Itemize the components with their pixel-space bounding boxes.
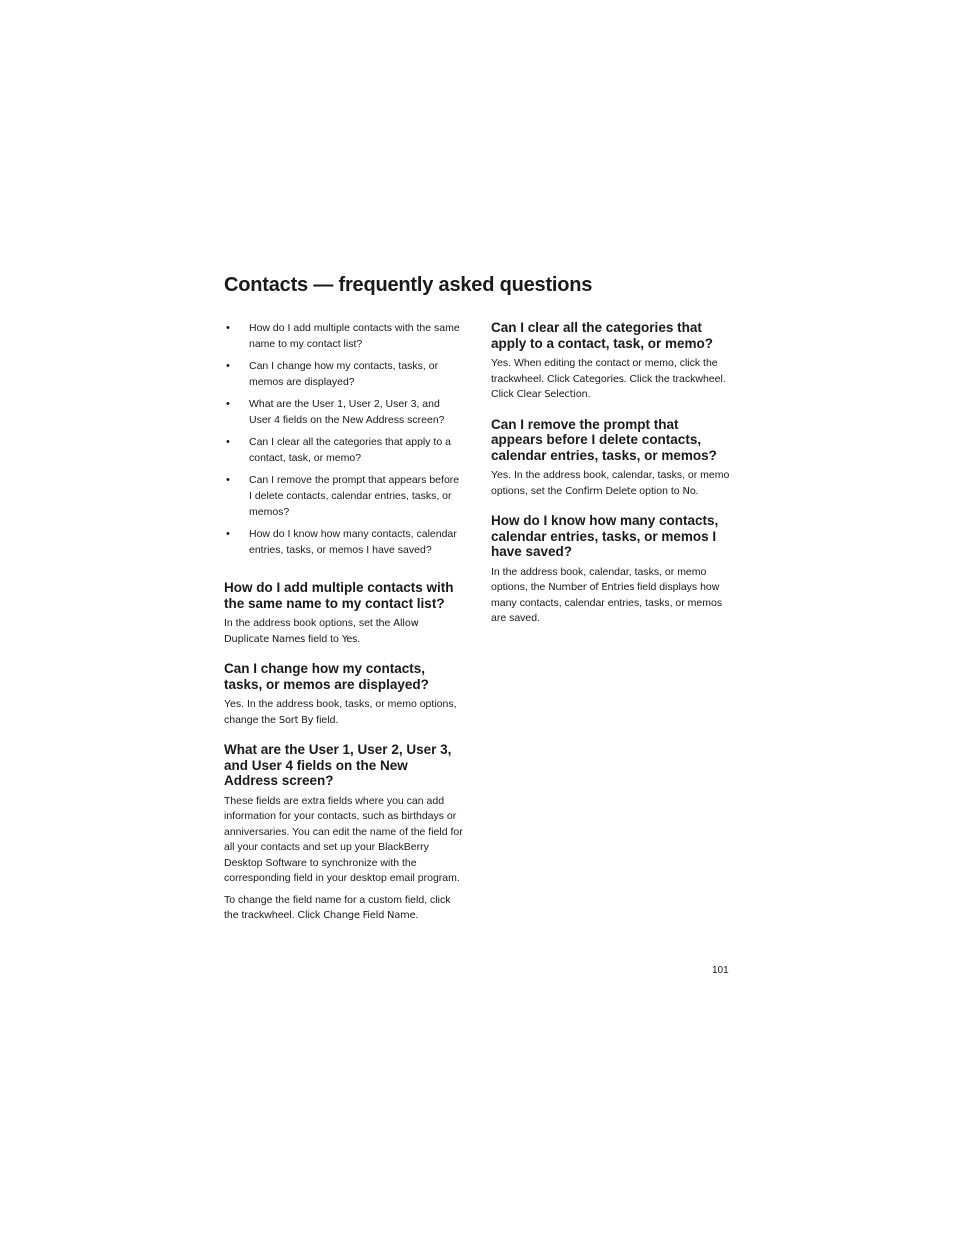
question-list: [224, 320, 464, 558]
section-paragraph: [224, 893, 464, 924]
section-heading: Can I clear all the categories that apply to a contact, task, or memo?: [491, 320, 714, 351]
section-categories: [491, 320, 731, 403]
text-run: option to: [636, 484, 683, 497]
list-item-text: Can I remove the prompt that appears before I delete contacts, calendar entries, tasks, or memos?: [249, 474, 460, 518]
list-item-text: How do I add multiple contacts with the same name to my contact list?: [249, 322, 460, 350]
text-run: .: [357, 632, 360, 645]
section-duplicate-names: [224, 580, 464, 647]
bullet-icon: •: [226, 398, 230, 410]
left-column: [224, 320, 464, 938]
text-run: Yes. In the address book, calendar, tasks, or memo options, set the: [491, 469, 730, 497]
text-run: field.: [313, 713, 339, 726]
section-paragraph: [224, 697, 464, 728]
section-heading: Can I remove the prompt that appears before I delete contacts, calendar entries, tasks, or memos?: [491, 416, 717, 463]
list-item: [224, 396, 464, 428]
section-paragraph: [224, 616, 464, 647]
bullet-icon: •: [226, 322, 230, 334]
ui-term-clear-selection: Clear Selection: [516, 389, 588, 400]
list-item: [224, 358, 464, 390]
ui-term-yes: Yes: [341, 633, 358, 645]
bullet-icon: •: [226, 528, 230, 540]
section-heading: How do I know how many contacts, calendar entries, tasks, or memos I have saved?: [491, 513, 719, 559]
section-paragraph: [491, 468, 731, 499]
text-run: .: [695, 484, 699, 497]
text-run: . Click the trackwheel. Click: [491, 372, 726, 400]
bullet-icon: •: [226, 436, 230, 448]
text-run: Yes. In the address book, tasks, or memo options, change the: [224, 698, 457, 726]
text-run: .: [415, 909, 419, 921]
text-run: Yes. When editing the contact or memo, click the trackwheel. Click: [491, 357, 718, 385]
section-heading: Can I change how my contacts, tasks, or memos are displayed?: [224, 661, 429, 692]
list-item-text: How do I know how many contacts, calendar entries, tasks, or memos I have saved?: [249, 528, 457, 556]
text-run: In the address book options, set the: [224, 617, 394, 629]
text-run: In the address book, calendar, tasks, or memo options, the: [491, 565, 707, 593]
section-paragraph: [491, 356, 731, 403]
ui-term-sort-by: Sort By: [278, 714, 314, 726]
section-paragraph: These fields are extra fields where you can add information for your contacts, such as birthdays or anniversaries. You can edit the name of the field for all your contacts and set up your BlackBerry Desktop Software to synchronize with the corresponding field in your desktop email program.: [224, 794, 463, 884]
ui-term-no: No: [682, 485, 696, 497]
ui-term-allow-duplicate-names: Allow Duplicate Names: [224, 618, 419, 645]
section-display: [224, 661, 464, 728]
ui-term-confirm-delete: Confirm Delete: [565, 485, 637, 497]
list-item: [224, 434, 464, 466]
section-heading: What are the User 1, User 2, User 3, and User 4 fields on the New Address screen?: [224, 742, 452, 788]
list-item-text: Can I change how my contacts, tasks, or memos are displayed?: [249, 360, 439, 388]
section-heading: How do I add multiple contacts with the same name to my contact list?: [224, 580, 454, 611]
section-delete-prompt: [491, 417, 731, 500]
bullet-icon: •: [226, 360, 230, 372]
ui-term-change-field-name: Change Field Name: [323, 910, 416, 921]
ui-term-categories: Categories: [572, 373, 624, 385]
text-run: field to: [305, 632, 342, 645]
section-entry-count: [491, 513, 731, 627]
right-column: [491, 320, 731, 641]
section-paragraph: [491, 565, 731, 627]
text-run: To change the field name for a custom field, click the trackwheel. Click: [224, 893, 451, 921]
list-item-text: What are the User 1, User 2, User 3, and User 4 fields on the New Address screen?: [249, 398, 445, 426]
text-run: .: [587, 388, 591, 400]
page-title: Contacts — frequently asked questions: [224, 274, 593, 296]
text-run: field displays how many contacts, calendar entries, tasks, or memos are saved.: [491, 581, 723, 624]
section-user-fields: [224, 742, 464, 924]
bullet-icon: •: [226, 474, 230, 486]
page-number: 101: [712, 965, 729, 976]
list-item: [224, 320, 464, 352]
list-item: [224, 472, 464, 520]
list-item: [224, 526, 464, 558]
list-item-text: Can I clear all the categories that apply to a contact, task, or memo?: [249, 436, 451, 464]
ui-term-number-of-entries: Number of Entries: [548, 582, 635, 593]
